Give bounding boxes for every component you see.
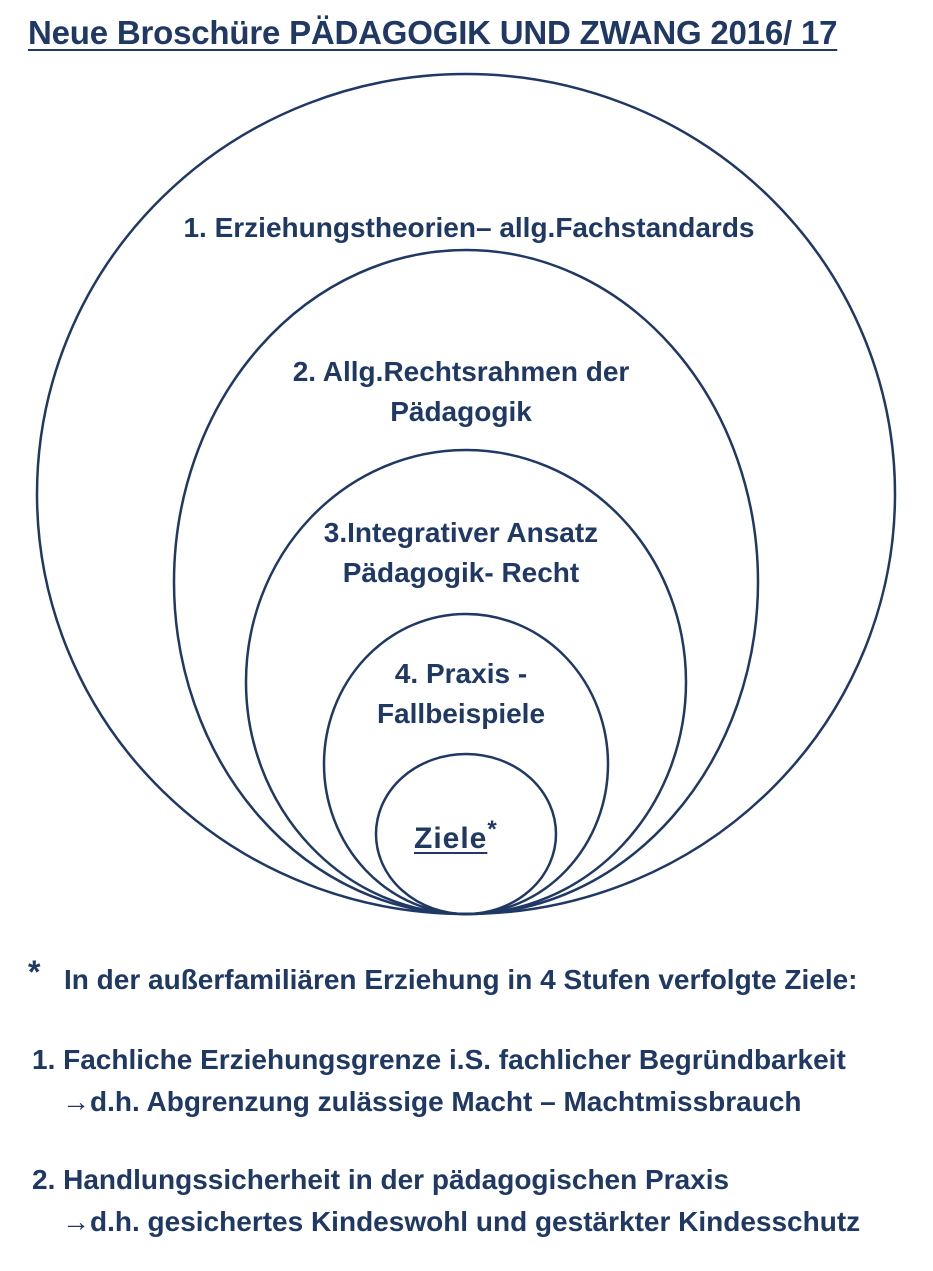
page-title: Neue Broschüre PÄDAGOGIK UND ZWANG 2016/ 17 — [28, 14, 838, 51]
level-4-label — [311, 654, 611, 734]
center-label-text: Ziele — [414, 822, 488, 855]
footnote-marker: * — [28, 954, 41, 990]
arrow-icon: → — [62, 1086, 90, 1117]
level-2-label — [211, 352, 711, 432]
level-4-line2: Fallbeispiele — [376, 698, 546, 729]
level-3-label — [261, 513, 661, 593]
level-4-line1: 4. Praxis - — [394, 658, 528, 689]
level-1-label — [169, 208, 769, 248]
center-label-asterisk: * — [487, 816, 497, 843]
goal-2-line: 2. Handlungssicherheit in der pädagogischen Praxis — [32, 1164, 730, 1195]
level-3-line1: 3.Integrativer Ansatz — [323, 517, 599, 548]
footnote-text: In der außerfamiliären Erziehung in 4 Stufen verfolgte Ziele: — [64, 964, 858, 995]
level-2-line1: 2. Allg.Rechtsrahmen der — [292, 356, 630, 387]
level-2-line2: Pädagogik — [390, 396, 532, 427]
arrow-icon: → — [62, 1206, 90, 1237]
goal-1-sub — [62, 1086, 802, 1118]
goal-2-sub — [62, 1206, 860, 1238]
level-1-line1: 1. Erziehungstheorien– allg.Fachstandards — [183, 212, 755, 243]
level-3-line2: Pädagogik- Recht — [342, 557, 580, 588]
center-label — [414, 816, 497, 856]
goal-2-sub-text: d.h. gesichertes Kindeswohl und gestärkter Kindesschutz — [90, 1206, 861, 1237]
circle-level-1 — [37, 74, 895, 914]
goal-1-line: 1. Fachliche Erziehungsgrenze i.S. fachlicher Begründbarkeit — [32, 1044, 846, 1075]
goal-1-sub-text: d.h. Abgrenzung zulässige Macht – Machtmissbrauch — [90, 1086, 802, 1117]
